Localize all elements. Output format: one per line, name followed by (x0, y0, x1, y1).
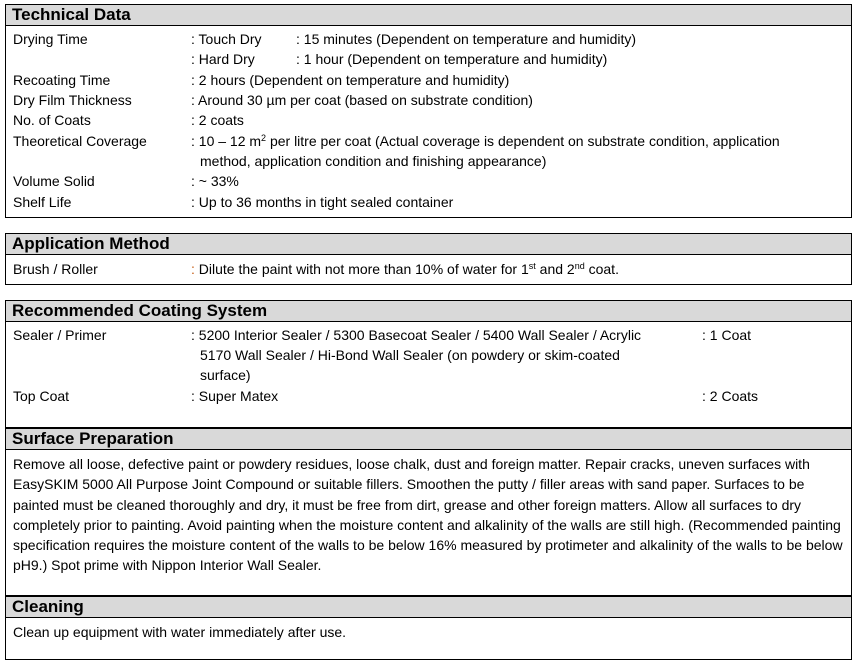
brush-roller-label: Brush / Roller (13, 261, 98, 277)
recoating-time-label: Recoating Time (13, 72, 111, 88)
top-coat-value: : Super Matex (191, 388, 279, 404)
volume-solid-value: : ~ 33% (191, 173, 239, 189)
recoating-time-value: : 2 hours (Dependent on temperature and humidity) (191, 72, 510, 88)
technical-data-heading: Technical Data (5, 4, 852, 26)
top-coat-coats: : 2 Coats (702, 388, 759, 404)
application-method-section (5, 255, 852, 285)
touch-dry-label: : Touch Dry (191, 31, 262, 47)
technical-data-sheet (5, 4, 852, 661)
hard-dry-label: : Hard Dry (191, 51, 255, 67)
no-of-coats-label: No. of Coats (13, 112, 91, 128)
theoretical-coverage-label: Theoretical Coverage (13, 133, 147, 149)
shelf-life-label: Shelf Life (13, 194, 72, 210)
no-of-coats-value: : 2 coats (191, 112, 244, 128)
dry-film-thickness-label: Dry Film Thickness (13, 92, 132, 108)
recommended-coating-system-section (5, 322, 852, 428)
sealer-primer-value-line1: : 5200 Interior Sealer / 5300 Basecoat Sealer / 5400 Wall Sealer / Acrylic (191, 327, 642, 343)
sealer-primer-coats: : 1 Coat (702, 327, 752, 343)
theoretical-coverage-value: : 10 – 12 $m^2$ per litre per coat (Actual coverage is dependent on substrate condition, application (191, 133, 780, 149)
surface-preparation-heading: Surface Preparation (5, 428, 852, 450)
hard-dry-value: : 1 hour (Dependent on temperature and humidity) (296, 51, 608, 67)
dry-film-thickness-value: : Around 30 µm per coat (based on substrate condition) (191, 92, 533, 108)
volume-solid-label: Volume Solid (13, 173, 95, 189)
cleaning-section (5, 618, 852, 660)
theoretical-coverage-value-line2: method, application condition and finishing appearance) (200, 153, 547, 169)
recommended-coating-system-heading: Recommended Coating System (5, 300, 852, 322)
sealer-primer-value-line3: surface) (200, 367, 251, 383)
surface-preparation-section (5, 450, 852, 596)
cleaning-text: Clean up equipment with water immediately after use. (13, 624, 347, 640)
drying-time-label: Drying Time (13, 31, 88, 47)
sealer-primer-value-line2: 5170 Wall Sealer / Hi-Bond Wall Sealer (on powdery or skim-coated (200, 347, 620, 363)
touch-dry-value: : 15 minutes (Dependent on temperature and humidity) (296, 31, 637, 47)
shelf-life-value: : Up to 36 months in tight sealed container (191, 194, 454, 210)
technical-data-section (5, 26, 852, 218)
sealer-primer-label: Sealer / Primer (13, 327, 107, 343)
dilution-instruction: : Dilute the paint with not more than 10% of water for 1st and 2nd coat. (191, 261, 619, 277)
application-method-heading: Application Method (5, 233, 852, 255)
surface-preparation-text: Remove all loose, defective paint or powdery residues, loose chalk, dust and foreign matter. Repair cracks, uneven surfaces with EasySKIM 5000 All Purpose Joint Compound or suitable fillers. Smoothen the putty / filler areas with sand paper. Surfaces to be painted must be cleaned thoroughly and dry, it must be free from dirt, grease and other foreign matters. Allow all surfaces to dry completely prior to painting. Avoid painting when the moisture content and alkalinity of the walls are still high. (Recommended painting specification requires the moisture content of the walls to be below 16% measured by protimeter and alkalinity of the walls to be below pH9.) Spot prime with Nippon Interior Wall Sealer. (13, 456, 843, 574)
top-coat-label: Top Coat (13, 388, 70, 404)
cleaning-heading: Cleaning (5, 596, 852, 618)
